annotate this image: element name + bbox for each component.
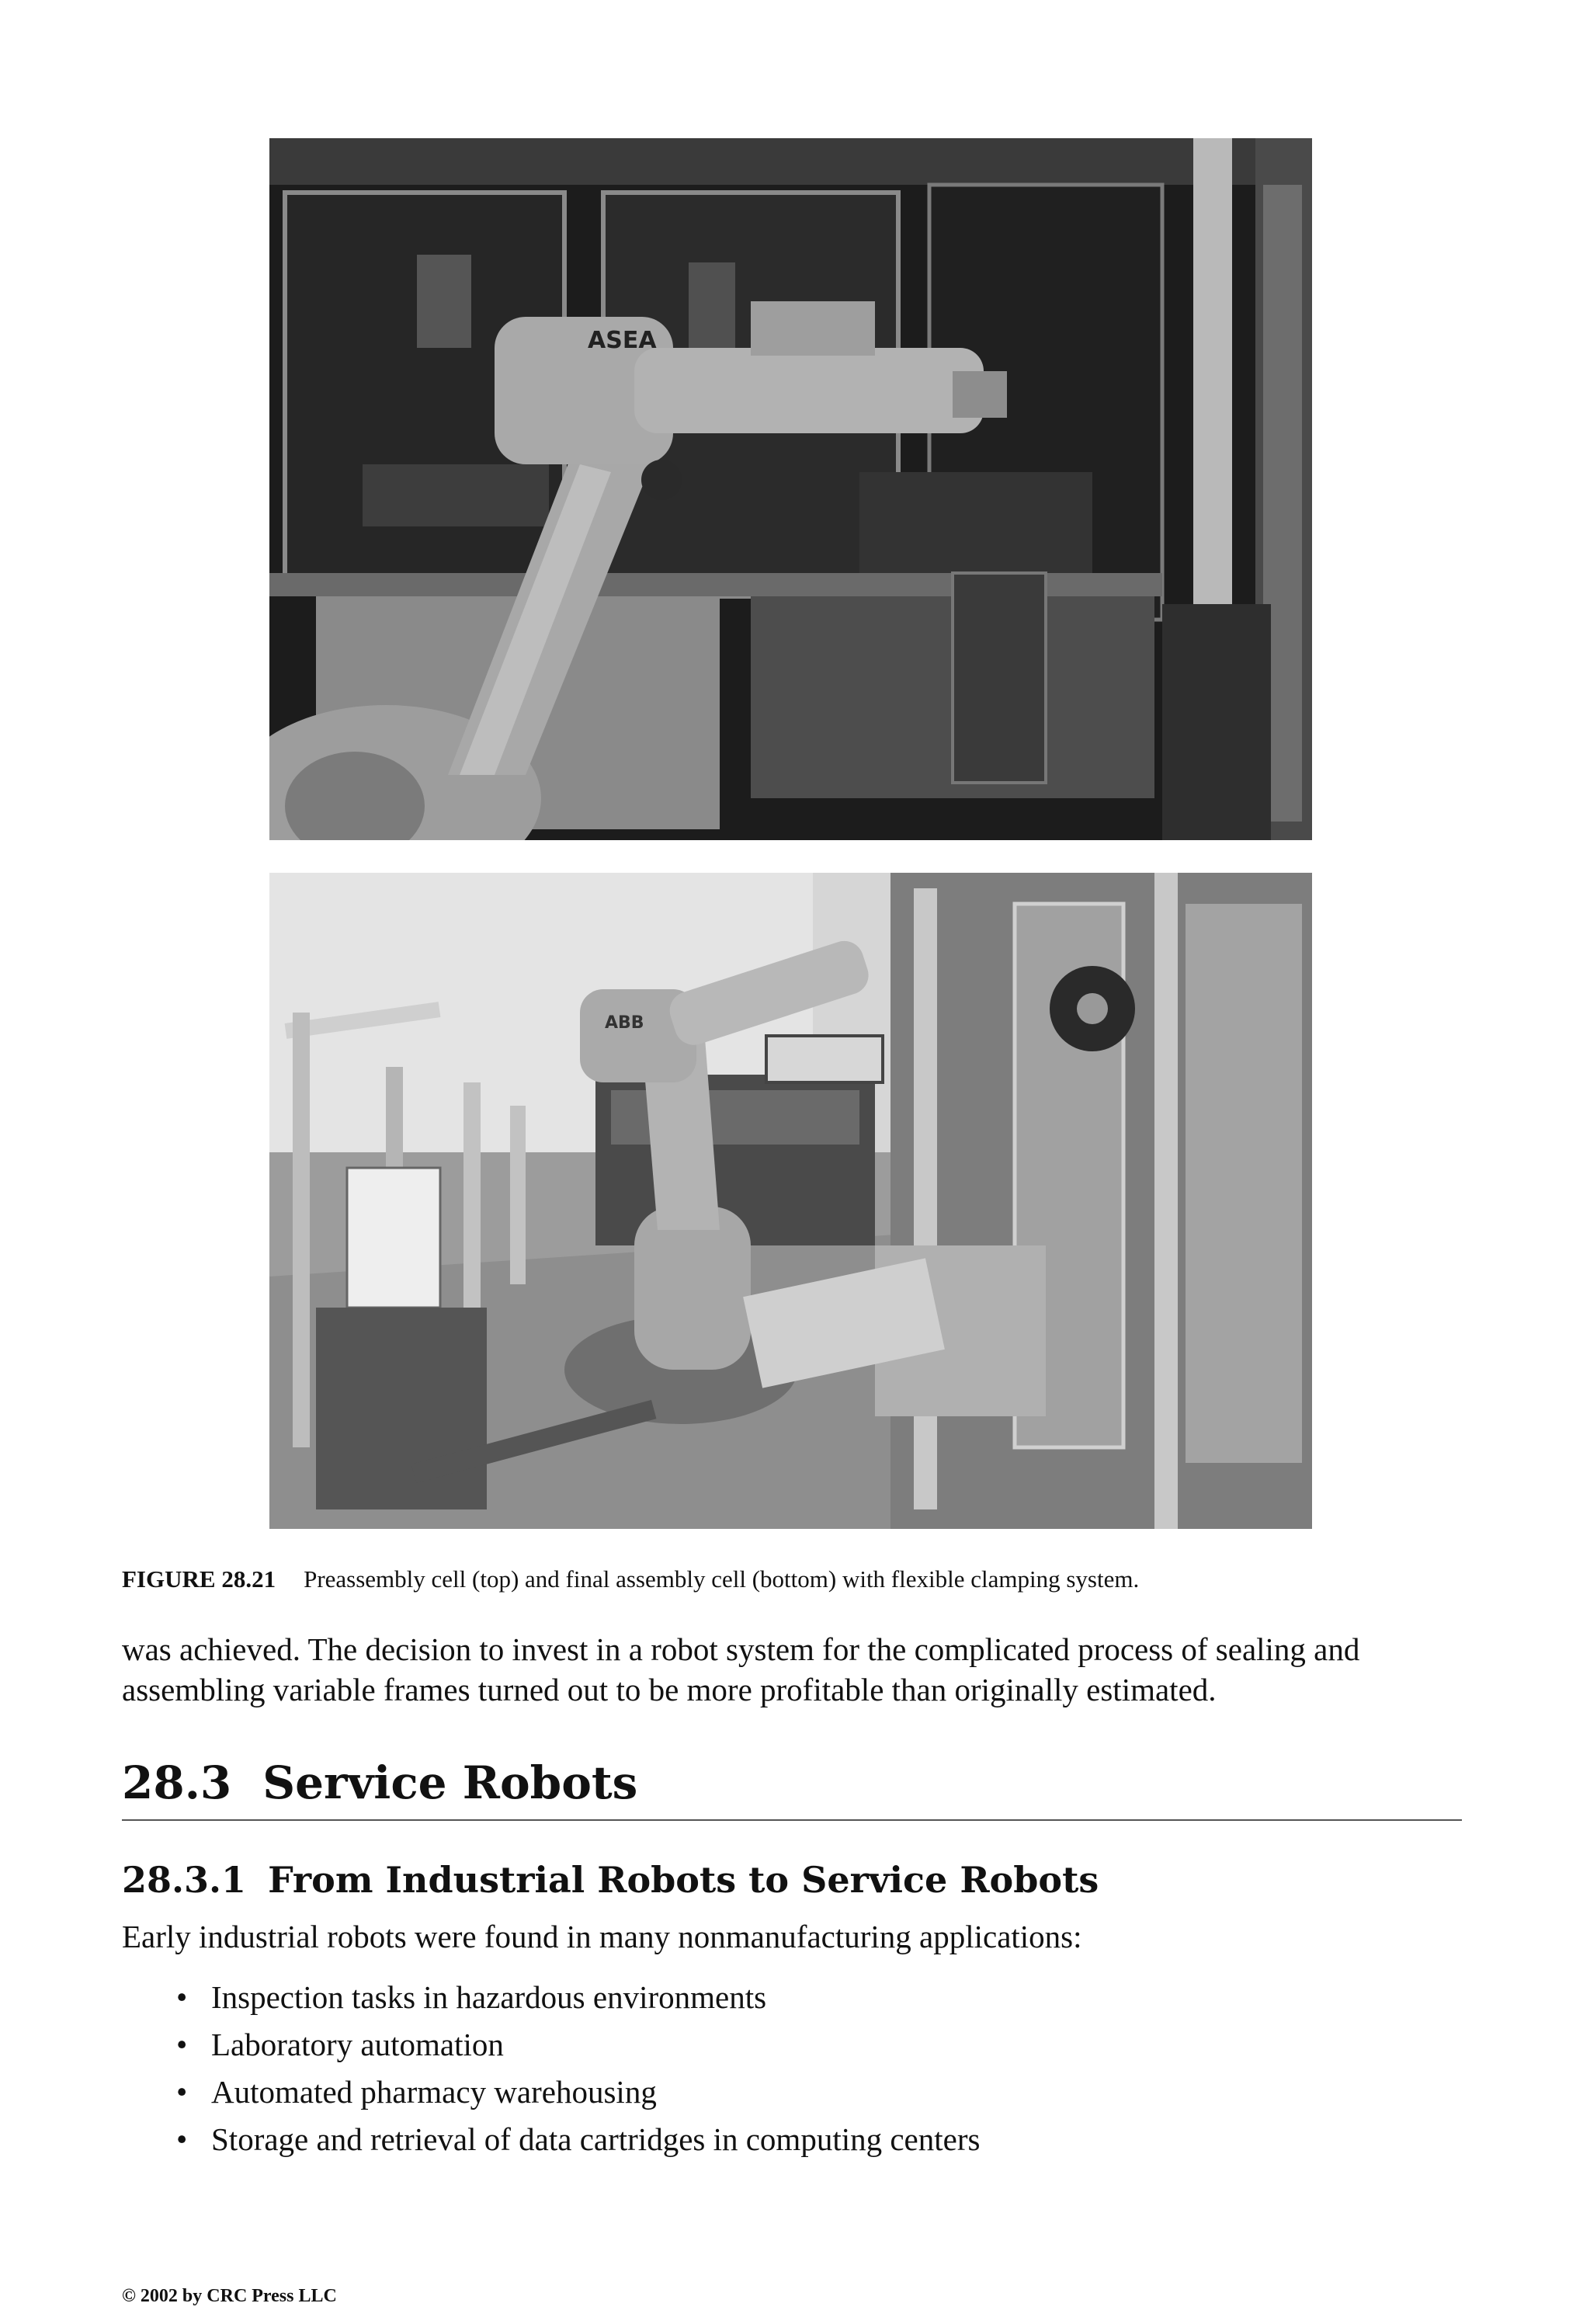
bullet-icon: •: [176, 2027, 188, 2062]
asea-logo-text: ASEA: [588, 327, 657, 354]
figure-caption-text: Preassembly cell (top) and final assembly cell (bottom) with flexible clamping system.: [304, 1565, 1140, 1593]
bullet-icon: •: [176, 1979, 188, 2015]
figure-photo-final-assembly-cell: [269, 873, 1312, 1529]
abb-logo-text: ABB: [605, 1013, 644, 1033]
list-item-text: Inspection tasks in hazardous environments: [211, 1979, 767, 2015]
section-heading: [122, 1756, 637, 1809]
list-item: [176, 2024, 980, 2072]
section-title: Service Robots: [262, 1756, 638, 1809]
subsection-intro: Early industrial robots were found in many nonmanufacturing applications:: [122, 1919, 1082, 1954]
subsection-title: From Industrial Robots to Service Robots: [268, 1859, 1099, 1901]
section-number: 28.3: [122, 1756, 232, 1809]
figure-photo-preassembly-cell: [269, 138, 1312, 840]
list-item-text: Automated pharmacy warehousing: [211, 2074, 657, 2110]
list-item-text: Storage and retrieval of data cartridges in computing centers: [211, 2121, 981, 2157]
list-item: [176, 2072, 980, 2119]
application-bullet-list: [176, 1977, 980, 2166]
subsection-number: 28.3.1: [122, 1859, 247, 1901]
section-divider: [122, 1819, 1462, 1821]
bullet-icon: •: [176, 2121, 188, 2157]
subsection-heading: [122, 1859, 1099, 1901]
final-assembly-cell-image: [269, 873, 1312, 1529]
list-item-text: Laboratory automation: [211, 2027, 504, 2062]
list-item: [176, 2119, 980, 2166]
copyright-footer: © 2002 by CRC Press LLC: [122, 2286, 337, 2306]
list-item: [176, 1977, 980, 2024]
body-paragraph: was achieved. The decision to invest in a robot system for the complicated process of sealing and assembling variable frames turned out to be more profitable than originally estimated.: [122, 1631, 1360, 1707]
preassembly-cell-image: [269, 138, 1312, 840]
figure-label: FIGURE 28.21: [122, 1565, 276, 1593]
bullet-icon: •: [176, 2074, 188, 2110]
figure-caption: [122, 1565, 1139, 1593]
